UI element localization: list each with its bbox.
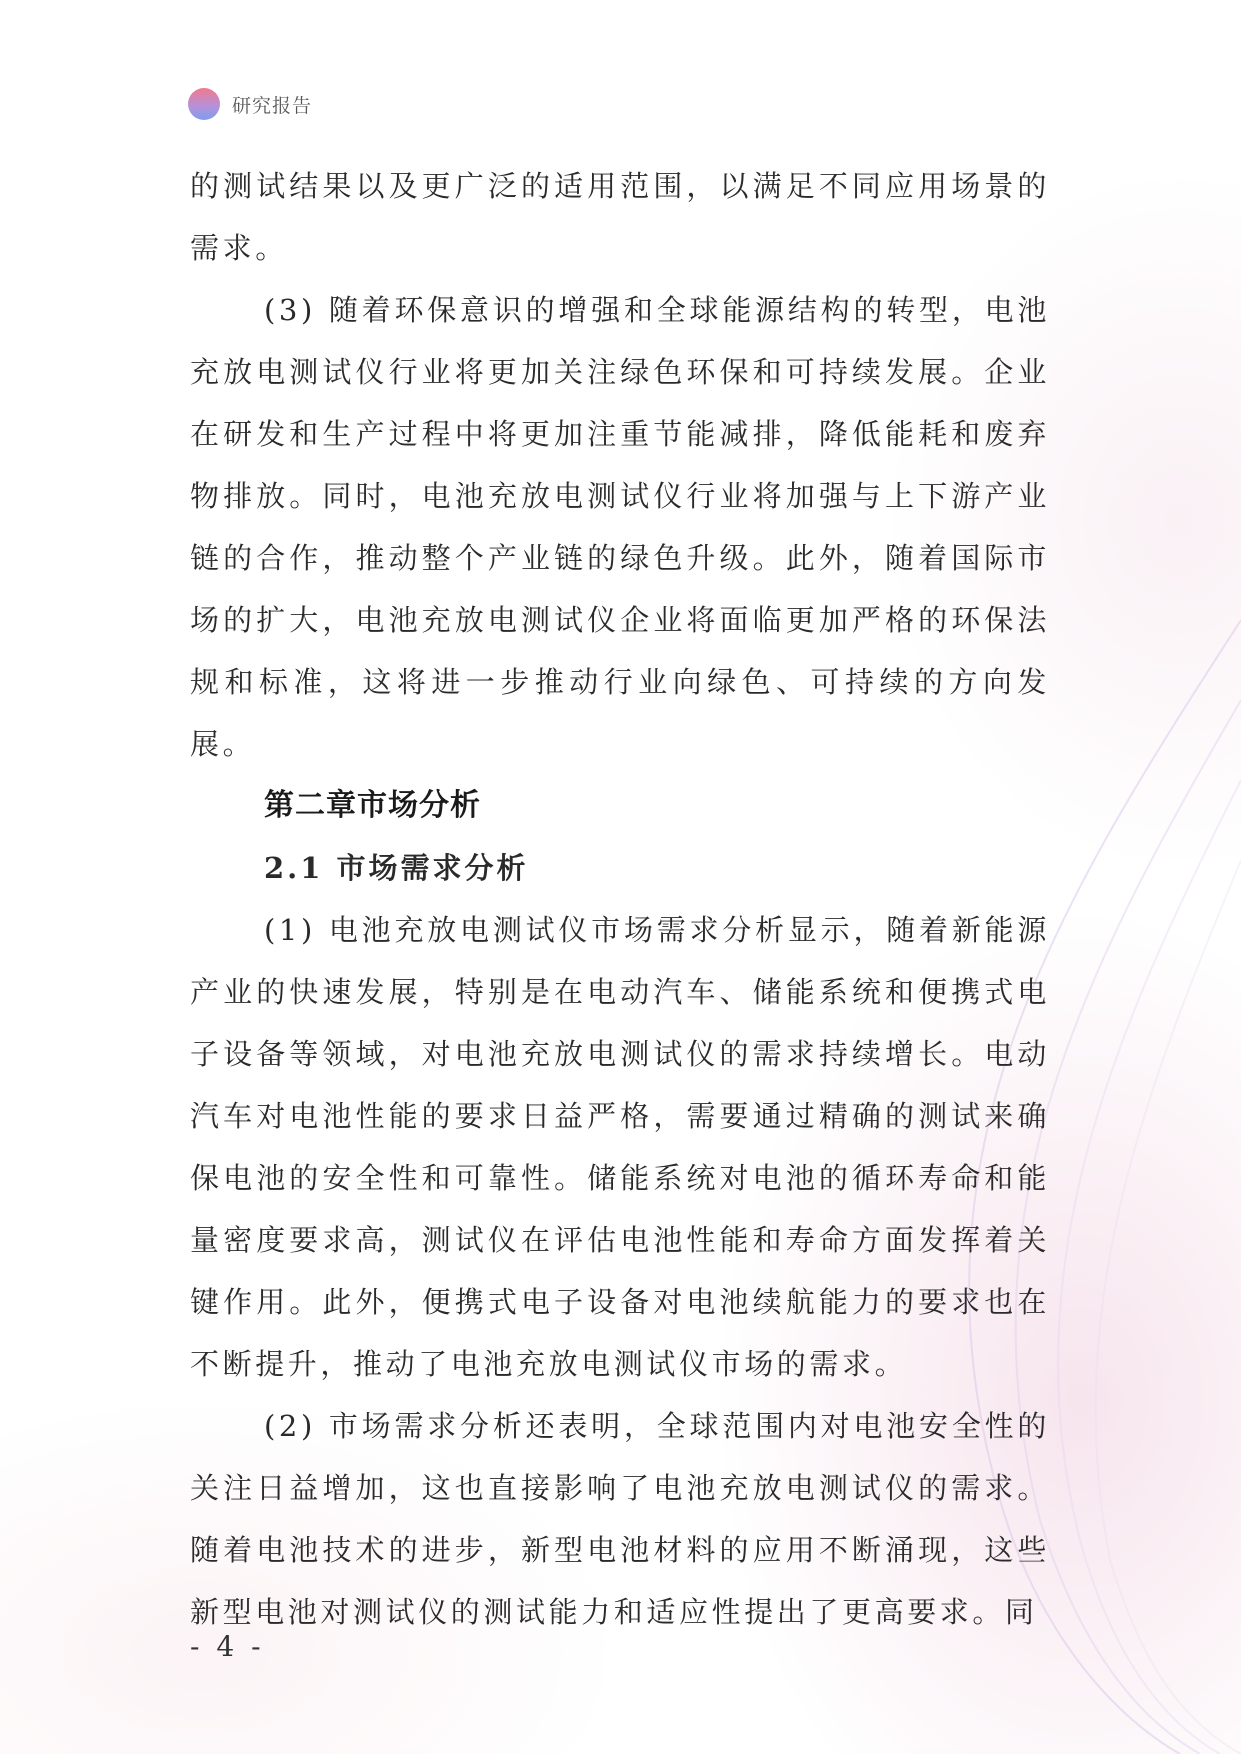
paragraph-continuation: 的测试结果以及更广泛的适用范围，以满足不同应用场景的需求。 — [190, 169, 1050, 265]
report-header — [188, 88, 312, 120]
document-body — [190, 155, 1050, 1643]
section-title: 2.1 市场需求分析 — [264, 851, 529, 885]
paragraph-item-3: (3) 随着环保意识的增强和全球能源结构的转型，电池充放电测试仪行业将更加关注绿色环保和可持续发展。企业在研发和生产过程中将更加注重节能减排，降低能耗和废弃物排放。同时，电池充放电测试仪行业将加强与上下游产业链的合作，推动整个产业链的绿色升级。此外，随着国际市场的扩大，电池充放电测试仪企业将面临更加严格的环保法规和标准，这将进一步推动行业向绿色、可持续的方向发展。 — [190, 293, 1050, 761]
report-logo-icon — [188, 88, 220, 120]
page-number: - 4 - — [190, 1630, 265, 1663]
chapter-title: 第二章市场分析 — [264, 788, 481, 823]
paragraph-item-2: (2) 市场需求分析还表明，全球范围内对电池安全性的关注日益增加，这也直接影响了电池充放电测试仪的需求。随着电池技术的进步，新型电池材料的应用不断涌现，这些新型电池对测试仪的测试能力和适应性提出了更高要求。同 — [190, 1409, 1050, 1629]
report-header-label: 研究报告 — [232, 94, 313, 117]
paragraph-item-1: (1) 电池充放电测试仪市场需求分析显示，随着新能源产业的快速发展，特别是在电动汽车、储能系统和便携式电子设备等领域，对电池充放电测试仪的需求持续增长。电动汽车对电池性能的要求日益严格，需要通过精确的测试来确保电池的安全性和可靠性。储能系统对电池的循环寿命和能量密度要求高，测试仪在评估电池性能和寿命方面发挥着关键作用。此外，便携式电子设备对电池续航能力的要求也在不断提升，推动了电池充放电测试仪市场的需求。 — [190, 913, 1050, 1381]
